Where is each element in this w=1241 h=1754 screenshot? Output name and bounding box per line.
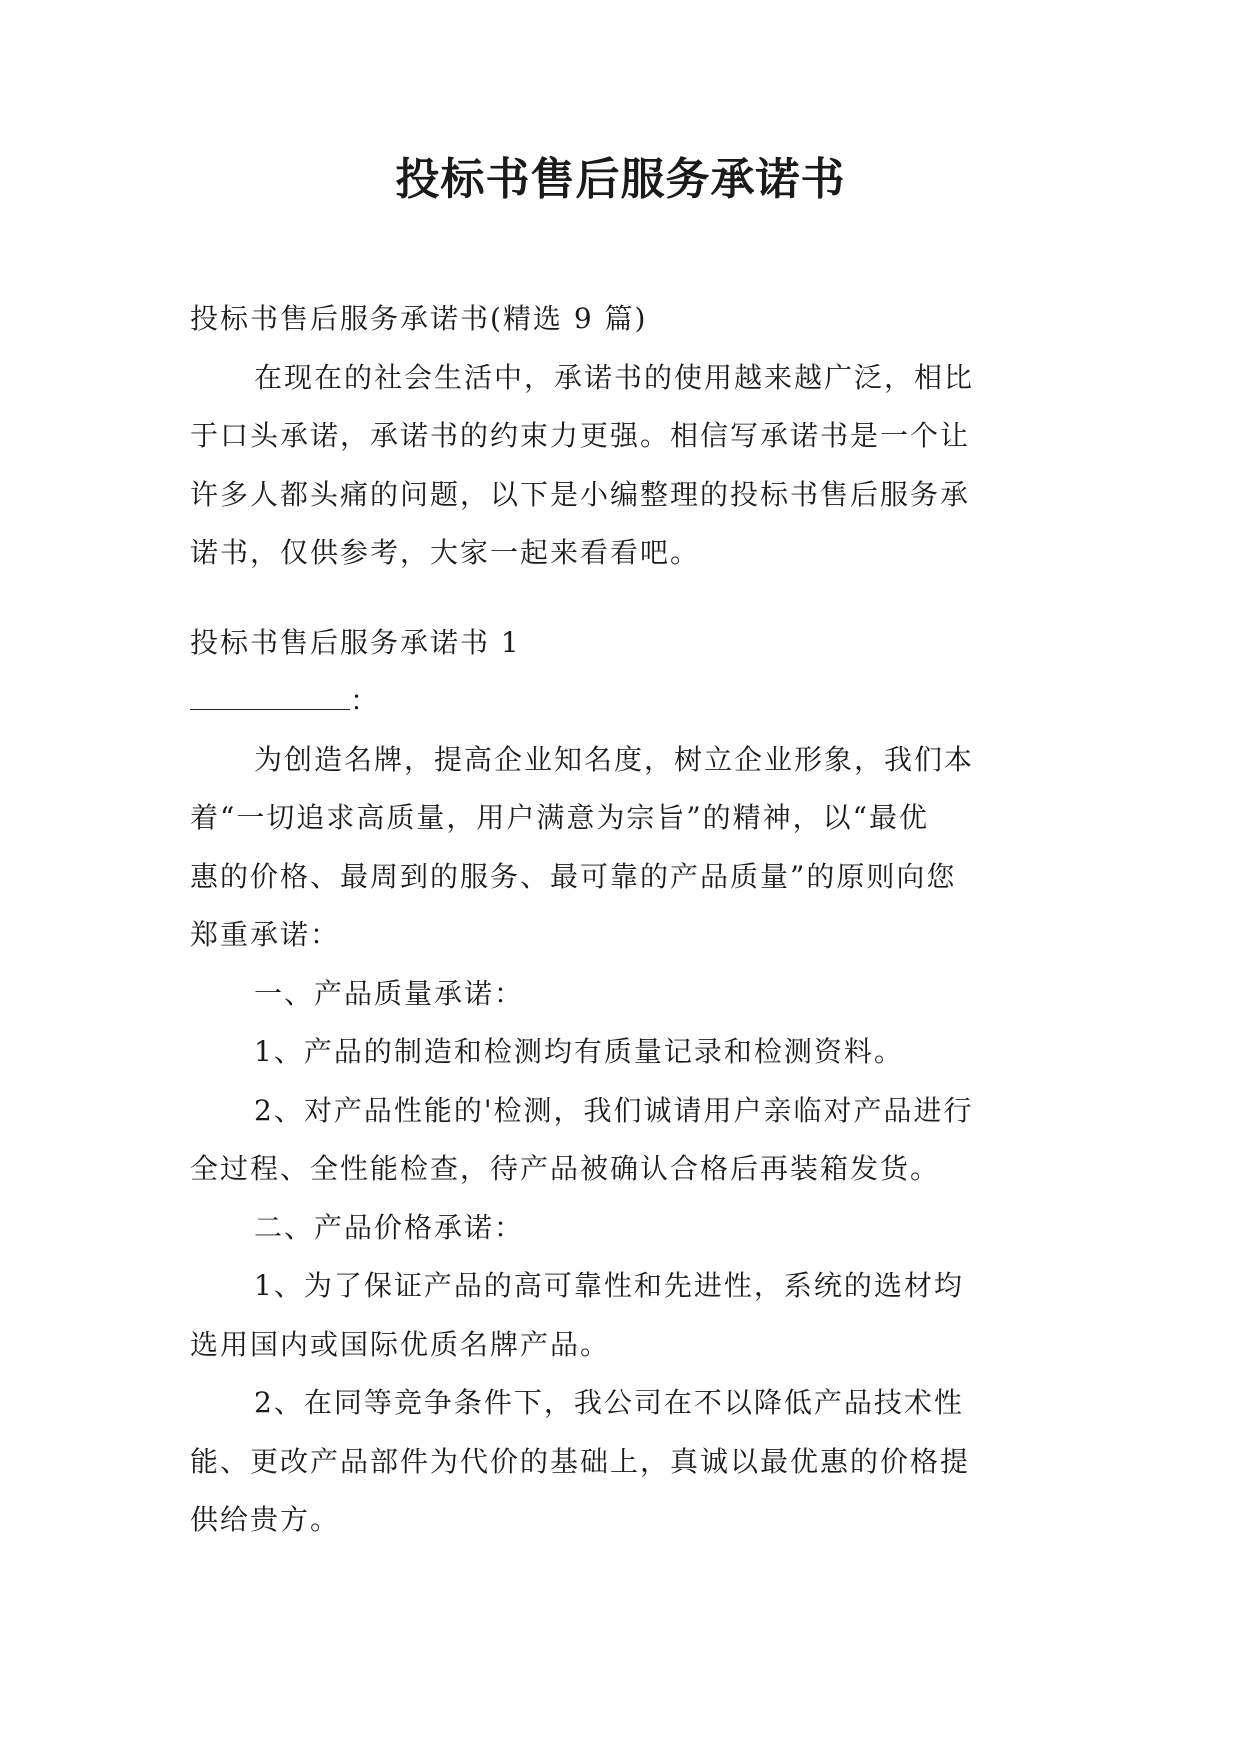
list-item: 2、对产品性能的'检测，我们诚请用户亲临对产品进行	[254, 1093, 974, 1127]
paragraph-line: 在现在的社会生活中，承诺书的使用越来越广泛，相比	[254, 360, 975, 394]
paragraph-line: 为创造名牌，提高企业知名度，树立企业形象，我们本	[254, 742, 975, 776]
salutation-line	[190, 672, 1052, 731]
document-title: 投标书售后服务承诺书	[395, 154, 846, 205]
paragraph-line: 能、更改产品部件为代价的基础上，真诚以最优惠的价格提	[190, 1444, 971, 1478]
section-gap	[190, 583, 1052, 614]
paragraph-line: 惠的价格、最周到的服务、最可靠的产品质量”的原则向您	[190, 859, 957, 893]
paragraph-line: 全过程、全性能检查，待产品被确认合格后再装箱发货。	[190, 1152, 941, 1185]
list-item: 2、在同等竞争条件下，我公司在不以降低产品技术性	[254, 1386, 964, 1419]
salutation-blank	[190, 687, 350, 710]
paragraph-line: 郑重承诺：	[190, 918, 341, 951]
subtitle-line: 投标书售后服务承诺书(精选 9 篇)	[190, 302, 648, 335]
paragraph-line: 于口头承诺，承诺书的约束力更强。相信写承诺书是一个让	[190, 419, 971, 452]
paragraph-line: 供给贵方。	[190, 1503, 341, 1536]
subheading-line: 一、产品质量承诺：	[254, 976, 525, 1010]
subheading-line: 二、产品价格承诺：	[254, 1210, 525, 1244]
section-heading: 投标书售后服务承诺书 1	[190, 625, 521, 659]
list-item: 1、产品的制造和检测均有质量记录和检测资料。	[254, 1035, 904, 1068]
paragraph-line: 选用国内或国际优质名牌产品。	[190, 1327, 611, 1361]
paragraph-line: 诺书，仅供参考，大家一起来看看吧。	[190, 536, 701, 569]
list-item: 1、为了保证产品的高可靠性和先进性，系统的选材均	[254, 1269, 964, 1302]
salutation-colon: ：	[350, 684, 381, 717]
document-body	[190, 290, 1052, 1550]
paragraph-line: 着“一切追求高质量，用户满意为宗旨”的精神，以“最优	[190, 801, 929, 834]
paragraph-line: 许多人都头痛的问题，以下是小编整理的投标书售后服务承	[190, 477, 971, 511]
